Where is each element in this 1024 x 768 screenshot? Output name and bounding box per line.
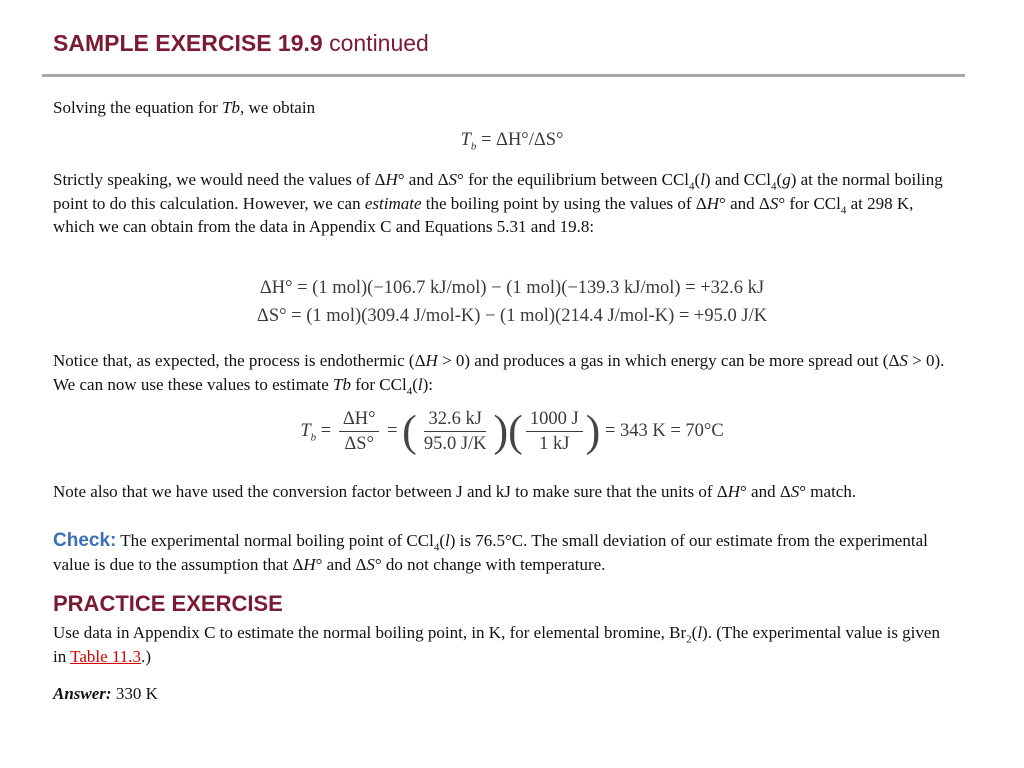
answer-line	[53, 682, 953, 706]
text: ° match.	[799, 482, 857, 501]
text: , we obtain	[240, 98, 316, 117]
text: ). (The experimental value is given in	[53, 623, 940, 666]
denominator: 95.0 J/K	[423, 434, 487, 454]
paren-open: (	[508, 406, 523, 456]
var: g	[782, 170, 791, 189]
equation-delta-h: ΔH° = (1 mol)(−106.7 kJ/mol) − (1 mol)(−139.3 kJ/mol) = +32.6 kJ	[259, 278, 765, 298]
numerator: ΔH°	[339, 408, 380, 432]
fraction-conversion	[526, 408, 583, 455]
eq-rhs: = ΔH°/ΔS°	[476, 130, 564, 150]
text: Use data in Appendix C to estimate the normal boiling point, in K, for elemental bromine, Br	[53, 623, 687, 642]
var: H	[706, 193, 720, 213]
text: ) at the normal boiling point to do this calculation. However, we can	[53, 170, 943, 213]
var: S	[899, 351, 908, 370]
subscript: 4	[689, 180, 695, 193]
check-label: Check:	[53, 530, 117, 551]
slide-title	[53, 30, 429, 57]
equals-sign: =	[320, 421, 332, 441]
text: > 0). We can now use these values to estimate	[53, 351, 945, 394]
answer-value: 330 K	[111, 684, 158, 703]
var: l	[697, 623, 703, 642]
slide-title-rest: continued	[322, 30, 429, 56]
subscript: 4	[433, 541, 440, 554]
paragraph-notice	[53, 349, 953, 396]
practice-exercise-heading: PRACTICE EXERCISE	[53, 591, 283, 616]
paragraph-note	[53, 480, 953, 504]
subscript: 4	[406, 384, 413, 397]
table-11-3-link[interactable]: Table 11.3	[70, 646, 142, 666]
numerator: 1000 J	[526, 408, 583, 432]
text: ° do not change with temperature.	[374, 554, 606, 574]
subscript: 4	[840, 203, 847, 216]
fraction-dh-ds	[339, 408, 380, 455]
text: Strictly speaking, we would need the values of Δ	[53, 170, 386, 189]
var: S	[448, 170, 458, 189]
equation-tb-calculation	[0, 408, 1024, 455]
paren-close: )	[585, 406, 601, 456]
equation-tb	[0, 130, 1024, 151]
paren-open: (	[402, 406, 417, 456]
var: S	[366, 554, 375, 574]
text: .)	[141, 646, 151, 666]
text: ° and Δ	[397, 170, 449, 189]
var: S	[769, 193, 779, 213]
text: ° and Δ	[315, 554, 367, 574]
var: H	[425, 351, 438, 370]
text: (	[776, 170, 783, 189]
paragraph-check	[53, 529, 953, 576]
text: ° and Δ	[739, 482, 791, 501]
var: H	[303, 554, 316, 574]
title-divider	[42, 74, 965, 77]
text: ) and CCl	[704, 170, 772, 189]
equation-result: = 343 K = 70°C	[604, 421, 724, 441]
text: at 298 K, which we can obtain from the data in Appendix C and Equations 5.31 and 19.8:	[53, 193, 914, 236]
var: H	[727, 482, 740, 501]
var-tb: Tb	[222, 98, 240, 117]
text: Note also that we have used the conversion factor between J and kJ to make sure that the units of Δ	[53, 482, 728, 501]
equation-block-enthalpy-entropy	[0, 275, 1024, 329]
var: l	[444, 531, 450, 550]
text: The experimental normal boiling point of CCl	[116, 531, 434, 550]
paragraph-practice	[53, 621, 953, 668]
var-tb: Tb	[333, 374, 351, 394]
text: (	[439, 531, 445, 550]
denominator: ΔS°	[344, 434, 374, 454]
numerator: 32.6 kJ	[424, 408, 485, 432]
text: (	[412, 374, 418, 394]
slide-title-bold: SAMPLE EXERCISE 19.9	[53, 30, 323, 56]
eq-lhs: T	[460, 130, 471, 150]
equation-delta-s: ΔS° = (1 mol)(309.4 J/mol-K) − (1 mol)(214.4 J/mol-K) = +95.0 J/K	[256, 306, 768, 326]
answer-label: Answer:	[53, 684, 112, 703]
var: l	[417, 374, 423, 394]
var: H	[385, 170, 398, 189]
eq-lhs-sub: b	[470, 140, 477, 153]
text: ):	[422, 374, 433, 394]
eq-lhs-sub: b	[310, 431, 317, 444]
text: for CCl	[350, 374, 407, 394]
subscript: 2	[686, 633, 692, 646]
paragraph-solving	[53, 96, 953, 120]
text: Solving the equation for	[53, 98, 223, 117]
text: ° for CCl	[778, 193, 841, 213]
paragraph-strictly	[53, 168, 953, 239]
eq-lhs: T	[300, 421, 311, 441]
fraction-values	[420, 408, 491, 455]
text: > 0) and produces a gas in which energy can be more spread out (Δ	[437, 351, 900, 370]
text: Notice that, as expected, the process is endothermic (Δ	[53, 351, 426, 370]
var: S	[790, 482, 800, 501]
emphasis: estimate	[364, 193, 422, 213]
subscript: 4	[771, 180, 777, 193]
text: the boiling point by using the values of Δ	[421, 193, 707, 213]
text: ) is 76.5°C. The small deviation of our estimate from the experimental value is due to the assumption that Δ	[53, 531, 928, 574]
var: l	[700, 170, 705, 189]
text: ° for the equilibrium between CCl	[457, 170, 690, 189]
text: (	[694, 170, 701, 189]
equals-sign: =	[387, 421, 398, 441]
text: ° and Δ	[719, 193, 770, 213]
paren-close: )	[493, 406, 509, 456]
denominator: 1 kJ	[539, 434, 570, 454]
text: (	[691, 623, 698, 642]
